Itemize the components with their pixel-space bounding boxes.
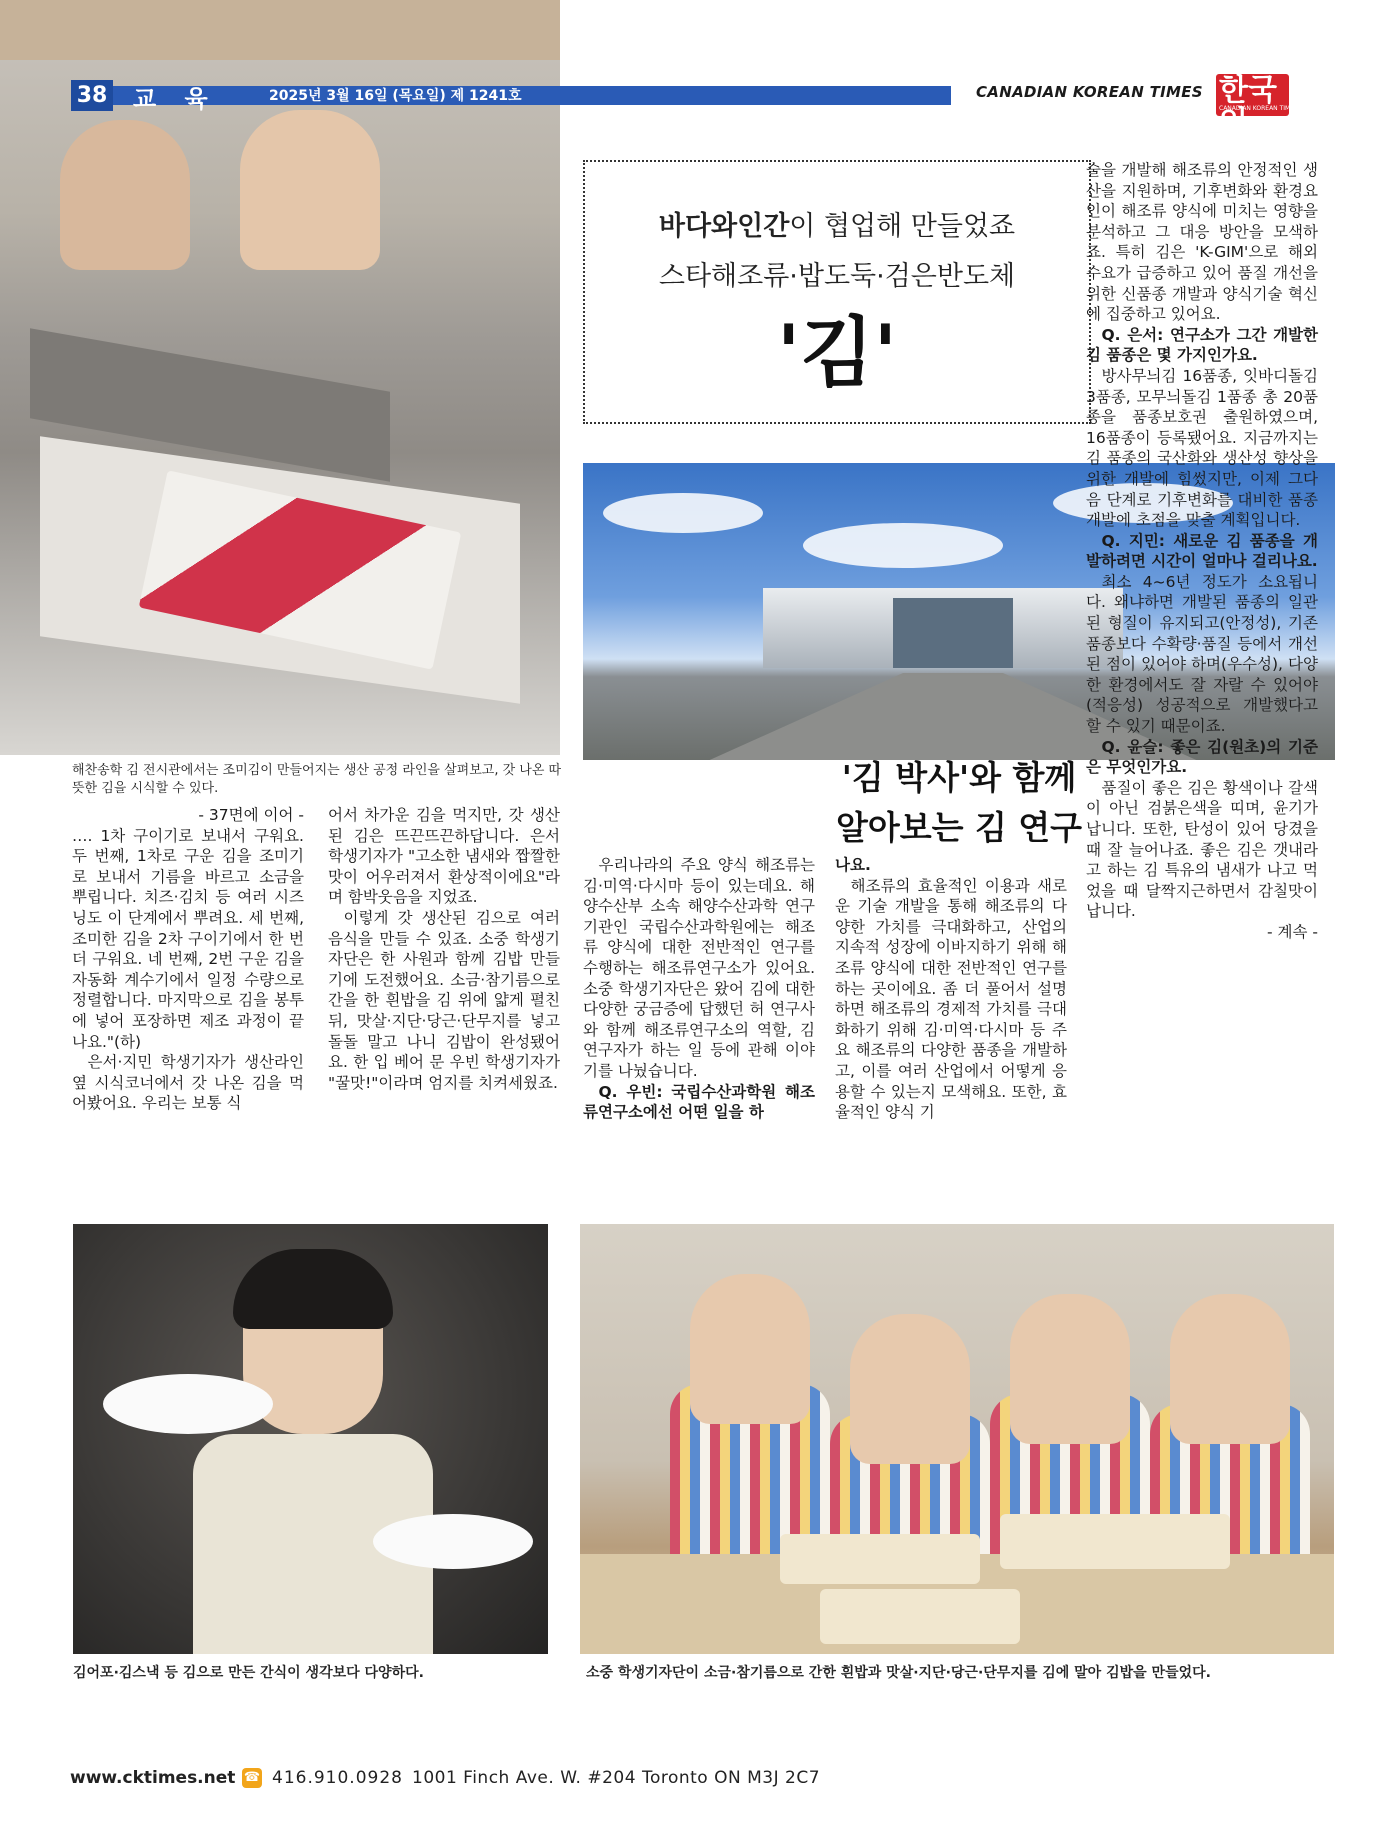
caption-kids: 소중 학생기자단이 소금·참기름으로 간한 흰밥과 맛살·지단·당근·단무지를 김에 말아 김밥을 만들었다. bbox=[586, 1665, 1211, 1681]
section-title: 교 육 bbox=[133, 85, 218, 113]
caption-boy: 김어포·김스낵 등 김으로 만든 간식이 생각보다 다양하다. bbox=[73, 1665, 424, 1681]
paper-logo bbox=[1216, 73, 1324, 140]
question: Q. 우빈: 국립수산과학원 해조류연구소에선 어떤 일을 하 bbox=[583, 1082, 815, 1122]
article-column-3 bbox=[583, 855, 815, 1123]
photo-boy-snacks bbox=[73, 1224, 548, 1654]
photo-kids-gimbap bbox=[580, 1224, 1334, 1654]
paragraph: 술을 개발해 해조류의 안정적인 생산을 지원하며, 기후변화와 환경요인이 해조류 양식에 미치는 영향을 분석하고 그 대응 방안을 모색하죠. 특히 김은 'K-GIM'으로 해외 수요가 급증하고 있어 품질 개선을 위한 신품종 개발과 양식기술 혁신에 집중하고 있어요. bbox=[1086, 161, 1318, 324]
subheadline-line2: 알아보는 김 연구 bbox=[835, 808, 1083, 847]
question: Q. 지민: 새로운 김 품종을 개발하려면 시간이 얼마나 걸리나요. bbox=[1086, 531, 1318, 571]
paragraph: 은서·지민 학생기자가 생산라인 옆 시식코너에서 갓 나온 김을 먹어봤어요. 우리는 보통 식 bbox=[72, 1053, 304, 1113]
photo-factory-tasting bbox=[0, 0, 560, 755]
paragraph: 이렇게 갓 생산된 김으로 여러 음식을 만들 수 있죠. 소중 학생기자단은 한 사원과 함께 김밥 만들기에 도전했어요. 소금·참기름으로 간을 한 흰밥을 김 위에 얇게 펼친 뒤, 맛살·지단·당근·단무지를 넣고 돌돌 말고 나니 김밥이 완성됐어요. 한 입 베어 문 우빈 학생기자가 "꿀맛!"이라며 엄지를 치켜세웠죠. bbox=[328, 908, 560, 1092]
paragraph: 해조류의 효율적인 이용과 새로운 기술 개발을 통해 해조류의 다양한 가치를 극대화하고, 산업의 지속적 성장에 이바지하기 위해 해조류 양식에 대한 전반적인 연구를 하는 곳이에요. 좀 더 풀어서 설명하면 해조류의 경제적 가치를 극대화하기 위해 김·미역·다시마 등 주요 해조류의 다양한 품종을 개발하고, 이를 여러 산업에서 어떻게 응용할 수 있는지 모색해요. 또한, 효율적인 양식 기 bbox=[835, 876, 1067, 1122]
paper-name: CANADIAN KOREAN TIMES bbox=[976, 83, 1203, 101]
page-header bbox=[71, 73, 1324, 140]
paragraph: …. 1차 구이기로 보내서 구워요. 두 번째, 1차로 구운 김을 조미기로 보내서 기름을 바르고 소금을 뿌립니다. 치즈·김치 등 여러 시즈닝도 이 단계에서 뿌려요. 세 번째, 조미한 김을 2차 구이기에서 한 번 더 구워요. 네 번째, 2번 구운 김을 자동화 계수기에서 일정 수량으로 정렬합니다. 마지막으로 김을 봉투에 넣어 포장하면 제조 과정이 끝나요."(하) bbox=[72, 826, 304, 1051]
headline-main: '김' bbox=[777, 308, 897, 397]
paragraph: 방사무늬김 16품종, 잇바디돌김 3품종, 모무늬돌김 1품종 총 20품종을 품종보호권 출원하였으며, 16품종이 등록됐어요. 지금까지는 김 품종의 국산화와 생산성 향상을 위한 개발에 힘썼지만, 이제 그다음 단계로 기후변화를 대비한 품종 개발에 초점을 맞출 계획입니다. bbox=[1086, 366, 1318, 530]
article-column-1 bbox=[72, 805, 304, 1114]
paragraph: 우리나라의 주요 양식 해조류는 김·미역·다시마 등이 있는데요. 해양수산부 소속 해양수산과학 연구기관인 국립수산과학원에는 해조류 양식에 대한 전반적인 연구를 수행하는 해조류연구소가 있어요. 소중 학생기자단은 왔어 김에 대한 다양한 궁금증에 답했던 허 연구사와 함께 해조류연구소의 역할, 김 연구자가 하는 일 등에 관해 이야기를 나눴습니다. bbox=[583, 856, 815, 1080]
caption-factory: 해찬송학 김 전시관에서는 조미김이 만들어지는 생산 공정 라인을 살펴보고, 갓 나온 따뜻한 김을 시식할 수 있다. bbox=[72, 763, 562, 796]
headline-line1 bbox=[585, 204, 1089, 243]
address: 1001 Finch Ave. W. #204 Toronto ON M3J 2C7 bbox=[412, 1768, 821, 1788]
headline-box bbox=[583, 160, 1091, 424]
question: Q. 은서: 연구소가 그간 개발한 김 품종은 몇 가지인가요. bbox=[1086, 325, 1318, 365]
paragraph: 어서 차가운 김을 먹지만, 갓 생산된 김은 뜨끈뜨끈하답니다. 은서 학생기자가 "고소한 냄새와 짭짤한 맛이 어우러져서 환상적이에요"라며 함박웃음을 지었죠. bbox=[328, 806, 560, 907]
logo-subtext: CANADIAN KOREAN TIMES WEEKLY bbox=[1219, 105, 1324, 112]
headline-rest: 이 협업해 만들었죠 bbox=[789, 211, 1016, 242]
paragraph: 품질이 좋은 김은 황색이나 갈색이 아닌 검붉은색을 띠며, 윤기가 납니다. 또한, 탄성이 있어 당겼을 때 잘 늘어나죠. 좋은 김은 갯내라고 하는 김 특유의 냄새가 나고 먹었을 때 달짝지근하면서 감칠맛이 납니다. bbox=[1086, 778, 1318, 921]
phone-number: 416.910.0928 bbox=[272, 1768, 403, 1788]
continued-note: - 계속 - bbox=[1267, 922, 1318, 941]
logo-text: 한국인 bbox=[1219, 73, 1277, 140]
subheadline-line1: '김 박사'와 함께 bbox=[841, 758, 1077, 797]
paragraph: 최소 4~6년 정도가 소요됩니다. 왜냐하면 개발된 품종의 일관된 형질이 유지되고(안정성), 기존 품종보다 수확량·품질 등에서 개선된 점이 있어야 하며(우수성), 다양한 환경에서도 잘 자랄 수 있어야(적응성) 성공적으로 개발했다고 할 수 있기 때문이죠. bbox=[1086, 572, 1318, 736]
issue-date: 2025년 3월 16일 (목요일) 제 1241호 bbox=[269, 88, 522, 104]
headline-line2: 스타해조류·밥도둑·검은반도체 bbox=[658, 261, 1016, 292]
page-number: 38 bbox=[71, 80, 113, 111]
phone-icon: ☎ bbox=[242, 1768, 262, 1788]
article-column-4 bbox=[835, 855, 1067, 1123]
headline-bold: 바다와인간 bbox=[658, 211, 790, 242]
website-link[interactable]: www.cktimes.net bbox=[70, 1768, 236, 1788]
question-end: 나요. bbox=[835, 856, 871, 874]
article-column-5 bbox=[1086, 160, 1318, 943]
page-footer bbox=[70, 1768, 1290, 1794]
question: Q. 윤슬: 좋은 김(원초)의 기준은 무엇인가요. bbox=[1086, 737, 1318, 777]
continued-from: - 37면에 이어 - bbox=[198, 806, 304, 824]
article-column-2 bbox=[328, 805, 560, 1093]
